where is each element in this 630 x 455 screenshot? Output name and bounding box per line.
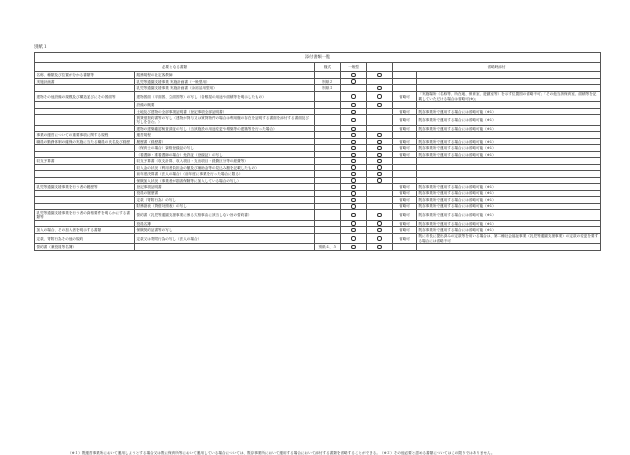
document-cell: 乳児等通園支援事業 実施計画書（一般型用） [135, 78, 315, 84]
note-cell: 既存事業所で運用する場合には省略可能（※1） [417, 220, 601, 226]
document-cell: 誓約書（乳児等通園支援事業に係る欠格事由に該当しない旨の誓約書） [135, 210, 315, 221]
note-cell: 既存事業所で運用する場合には省略可能（※1） [417, 108, 601, 114]
document-cell [135, 244, 315, 250]
circle-mark [377, 140, 381, 144]
omit-cell [393, 244, 417, 250]
document-cell: 建物の建築確認検査済証の写し（当該施設の用途変更や増築等の建築等を行った場合） [135, 125, 315, 131]
document-cell: 保険契約証書等の写し [135, 227, 315, 233]
circle-mark [351, 146, 355, 150]
header-omit: 省略時添付 [393, 63, 601, 72]
category-cell: 建物その他設備の規模及び構造並びにその図面等 [35, 91, 135, 102]
omit-cell: 省略可 [393, 210, 417, 221]
note-cell: 既存事業所で運用する場合には省略可能（※1） [417, 210, 601, 221]
general-cell [341, 91, 367, 102]
category-cell [35, 115, 135, 126]
circle-mark [377, 178, 381, 182]
omit-cell: 省略可 [393, 151, 417, 157]
circle-mark [351, 228, 355, 232]
footnote: （※１）既運営事業所において運用しようとする場合又は既に保育所等において運用している場合については、既存事業所において運用する場合において添付する書類を省略することができる。（※２）その他必要と認める書類についてはこの限りではありません。 [68, 451, 495, 455]
circle-mark [377, 86, 381, 90]
category-cell: 定款、寄附行為その他の規約 [35, 233, 135, 244]
omit-cell: 省略可 [393, 203, 417, 209]
note-cell: 既に市長に提出済みの定款等を用いる場合は、第二種社会福祉事業（乳児等通園支援事業）の定款の変更を要する場合には省略不可 [417, 233, 601, 244]
header-col4 [367, 63, 393, 72]
category-cell: 職員の勤務体制の確保の実施に当たる職員の氏名及び経歴 [35, 138, 135, 144]
circle-mark [351, 236, 355, 240]
circle-mark [351, 198, 355, 202]
table-row [35, 233, 601, 244]
circle-mark [351, 221, 355, 225]
circle-mark [377, 133, 381, 137]
header-general: 一般型 [341, 63, 367, 72]
circle-mark [351, 79, 355, 83]
col4-cell [367, 115, 393, 126]
note-cell: 既存事業所で運用する場合には省略可能（※1） [417, 138, 601, 144]
category-cell: 誓約書（兼役員等名簿） [35, 244, 135, 250]
table-row [35, 115, 601, 126]
circle-mark [351, 103, 355, 107]
circle-mark [351, 178, 355, 182]
category-cell: 実施計画書 [35, 78, 135, 84]
note-cell: 既存事業所で運用する場合には省略可能（※1） [417, 145, 601, 151]
circle-mark [377, 159, 381, 163]
general-cell [341, 233, 367, 244]
document-cell: （保育士の場合）資格登録証の写し [135, 145, 315, 151]
form-cell [315, 233, 341, 244]
document-cell: 運営規程 [135, 132, 315, 138]
circle-mark [351, 73, 355, 77]
circle-mark [377, 165, 381, 169]
category-cell: 名称、種類及び位置が分かる書類等 [35, 72, 135, 78]
document-cell: 設備の概要 [135, 102, 315, 108]
circle-mark [351, 204, 355, 208]
category-cell: 事業の運営についての重要事項に関する規程 [35, 132, 135, 138]
omit-cell: 省略可 [393, 108, 417, 114]
form-cell [315, 115, 341, 126]
note-cell: 既存事業所で運用する場合には省略可能（※1） [417, 115, 601, 126]
note-cell: 既存事業所で運用する場合には省略可能（※1） [417, 190, 601, 196]
document-cell: 役員名簿 [135, 220, 315, 226]
attachment-label: 別紙１ [34, 45, 48, 50]
header-form: 様式 [315, 63, 341, 72]
document-cell: 土地及び建物の全部事項証明書（登記事項全部証明書） [135, 108, 315, 114]
note-cell: 既存事業所で運用する場合には省略可能（※1） [417, 197, 601, 203]
document-cell: 履歴書（経歴書） [135, 138, 315, 144]
document-cell: 収入金の状況（利用者負担金の額及び補助金等の見込み額を記載したもの） [135, 164, 315, 170]
circle-mark [377, 213, 381, 217]
circle-mark [351, 153, 355, 157]
document-sheet [34, 52, 600, 455]
circle-mark [377, 221, 381, 225]
note-cell [417, 244, 601, 250]
circle-mark [351, 213, 355, 217]
note-cell: 既存事業所で運用する場合には省略可能（※1） [417, 151, 601, 157]
document-cell: 保険加入状況（事業者が損害保険等に加入している場合の写し） [135, 177, 315, 183]
col4-cell [367, 210, 393, 221]
form-cell: 別紙３ [315, 85, 341, 91]
circle-mark [351, 191, 355, 195]
category-cell: 収支予算書 [35, 158, 135, 164]
col4-cell [367, 244, 393, 250]
circle-mark [351, 127, 355, 131]
omit-cell: 省略可 [393, 125, 417, 131]
category-cell: 乳児等通園支援事業を行う者の履歴等 [35, 184, 135, 190]
col4-cell [367, 233, 393, 244]
note-cell: 「実施場所（名称等、所在地、保育室、遊戯室等）を示す位置図の省略不可」「その他当該保育室、面積等を記載していただける場合は省略可(※)」 [417, 91, 601, 102]
circle-mark [377, 172, 381, 176]
circle-mark [377, 153, 381, 157]
document-cell: 前年度決算書（法人の場合）（前年度に事業を行った場合に限る） [135, 171, 315, 177]
general-cell [341, 115, 367, 126]
omit-cell: 省略可 [393, 190, 417, 196]
omit-cell: 省略可 [393, 197, 417, 203]
circle-mark [351, 94, 355, 98]
circle-mark [377, 103, 381, 107]
circle-mark [377, 245, 381, 249]
circle-mark [377, 146, 381, 150]
circle-mark [377, 94, 381, 98]
general-cell [341, 244, 367, 250]
document-cell: 収支予算書（収支計算、収入項目・支出項目・経費区分等の経費等） [135, 158, 315, 164]
omit-cell: 省略可 [393, 220, 417, 226]
circle-mark [351, 140, 355, 144]
circle-mark [351, 245, 355, 249]
category-cell: 加入の場合、その加入者を明示する書類 [35, 227, 135, 233]
table-row [35, 210, 601, 221]
note-cell: 既存事業所で運用する場合には省略可能（※1） [417, 203, 601, 209]
circle-mark [351, 172, 355, 176]
circle-mark [351, 118, 355, 122]
circle-mark [351, 110, 355, 114]
document-cell: 財務諸表（貸借対照表）の写し [135, 203, 315, 209]
table-row [35, 244, 601, 250]
form-cell: 別紙２ [315, 78, 341, 84]
omit-cell: 省略可 [393, 145, 417, 151]
document-cell: 役員の履歴書 [135, 190, 315, 196]
omit-cell: 省略可 [393, 138, 417, 144]
note-cell: 既存事業所で運用する場合には省略可能（※1） [417, 184, 601, 190]
circle-mark [351, 133, 355, 137]
document-cell: 賃貸借契約書等の写し（建物が貸与又は賃貸物件の場合は利用権の存在を証明する書面を添付する書面及び写しを含む。） [135, 115, 315, 126]
document-cell: （看護師・准看護師の場合）免許証（登録証）の写し [135, 151, 315, 157]
document-cell: 定款（寄附行為）の写し [135, 197, 315, 203]
omit-cell: 省略可 [393, 115, 417, 126]
form-cell: 別紙４、５ [315, 244, 341, 250]
form-cell [315, 91, 341, 102]
table-row [35, 91, 601, 102]
col4-cell [367, 91, 393, 102]
circle-mark [377, 236, 381, 240]
category-cell: 乳児等通園支援事業を行う者の資格要件を明らかにする書類等 [35, 210, 135, 221]
table-title: 添付書類一覧 [35, 53, 601, 63]
circle-mark [351, 165, 355, 169]
document-cell: 乳児等通園支援事業 実施計画書（余裕活用型用） [135, 85, 315, 91]
note-cell: 既存事業所で運用する場合には省略可能（※1） [417, 125, 601, 131]
circle-mark [351, 159, 355, 163]
document-cell: 定款又は寄附行為の写し（法人の場合） [135, 233, 315, 244]
form-cell [315, 210, 341, 221]
attachment-table [34, 52, 601, 251]
document-cell: 服務規程の社定客教師 [135, 72, 315, 78]
document-cell: 登記事項証明書 [135, 184, 315, 190]
omit-cell: 省略可 [393, 184, 417, 190]
circle-mark [377, 73, 381, 77]
omit-cell: 省略可 [393, 91, 417, 102]
circle-mark [377, 228, 381, 232]
circle-mark [351, 185, 355, 189]
document-cell: 建物図面（平面図、立面図等）の写し（各敷屋の用途や面積等を明示したもの） [135, 91, 315, 102]
omit-cell: 省略可 [393, 233, 417, 244]
header-documents: 必要となる書類 [35, 63, 315, 72]
general-cell [341, 210, 367, 221]
note-cell: 既存事業所で運用する場合には省略可能（※1） [417, 227, 601, 233]
omit-cell: 省略可 [393, 227, 417, 233]
